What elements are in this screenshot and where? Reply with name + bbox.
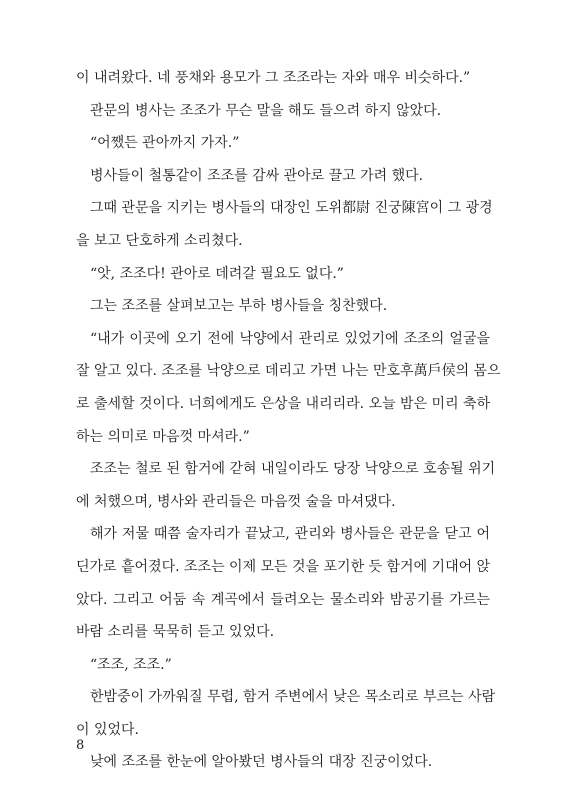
text-line: 을 보고 단호하게 소리쳤다. [76,232,243,249]
page-number: 8 [76,738,85,753]
text-line: 그는 조조를 살펴보고는 부하 병사들을 칭찬했다. [90,298,388,315]
text-line: 한밤중이 가까워질 무렵, 함거 주변에서 낮은 목소리로 부르는 사람 [90,689,496,706]
text-line: 조조는 철로 된 함거에 갇혀 내일이라도 당장 낙양으로 호송될 위기 [90,461,496,478]
text-line: “앗, 조조다! 관아로 데려갈 필요도 없다.” [90,265,344,282]
text-line: 해가 저물 때쯤 술자리가 끝났고, 관리와 병사들은 관문을 닫고 어 [90,526,490,543]
text-line: 에 처했으며, 병사와 관리들은 마음껏 술을 마셔댔다. [76,493,396,510]
text-line: 로 출세할 것이다. 너희에게도 은상을 내리리라. 오늘 밤은 미리 축하 [76,395,491,412]
text-line: 이 있었다. [76,721,139,738]
text-line: 낮에 조조를 한눈에 알아봤던 병사들의 대장 진궁이었다. [90,754,433,771]
text-line: 이 내려왔다. 네 풍채와 용모가 그 조조라는 자와 매우 비슷하다.” [76,70,471,86]
text-line: 관문의 병사는 조조가 무슨 말을 해도 들으려 하지 않았다. [90,102,442,119]
text-line: 딘가로 흩어졌다. 조조는 이제 모든 것을 포기한 듯 함거에 기대어 앉 [76,558,491,575]
text-line: 았다. 그리고 어둠 속 계곡에서 들려오는 물소리와 밤공기를 가르는 [76,591,490,608]
text-line: “어쨌든 관아까지 가자.” [90,135,240,152]
text-line: 그때 관문을 지키는 병사들의 대장인 도위都尉 진궁陳宮이 그 광경 [90,200,493,217]
text-line: 바람 소리를 묵묵히 듣고 있었다. [76,624,275,641]
text-line: “조조, 조조.” [90,656,172,673]
text-line: 잘 알고 있다. 조조를 낙양으로 데리고 가면 나는 만호후萬戶侯의 몸으 [76,363,501,380]
text-line: 병사들이 철통같이 조조를 감싸 관아로 끌고 가려 했다. [90,167,424,184]
body-text [76,62,501,779]
text-line: 하는 의미로 마음껏 마셔라.” [76,428,250,445]
text-line: “내가 이곳에 오기 전에 낙양에서 관리로 있었기에 조조의 얼굴을 [90,330,490,347]
